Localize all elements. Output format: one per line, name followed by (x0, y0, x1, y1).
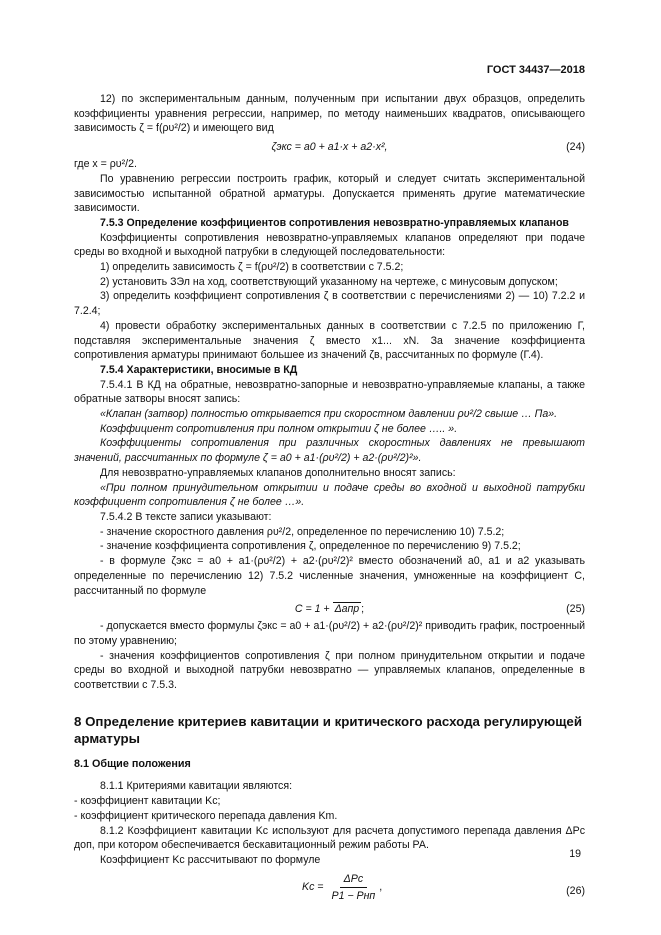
equation-number: (24) (566, 141, 585, 154)
page-number: 19 (569, 848, 581, 860)
dash-item: - в формуле ζэкс = a0 + a1·(ρυ²/2) + a2·(ρυ²/2)² вместо обозначений a0, a1 и a2 указывать определенные по перечислению 12) 7.5.2 численные значения, умноженные на коэффициент С, рассчитанный по формуле (74, 555, 585, 597)
section-heading-7-5-4: 7.5.4 Характеристики, вносимые в КД (100, 363, 298, 376)
list-item: 2) установить ЗЭл на ход, соответствующий указанному на чертеже, с минусовым допуском; (100, 275, 558, 288)
formula-lhs: Kс = (302, 881, 324, 894)
paragraph: 8.1.1 Критериями кавитации являются: (100, 780, 293, 793)
quote: «При полном принудительном открытии и подаче среды во входной и выходной патрубки коэффициент сопротивления ζ не более …». (74, 481, 585, 509)
sqrt-term: Δапр (334, 603, 360, 616)
paragraph: 12) по экспериментальным данным, полученным при испытании двух образцов, определить коэффициенты уравнения регрессии, например, по методу наименьших квадратов, описывающего зависимость ζ = f(ρυ²/2) и имеющего вид (74, 93, 585, 135)
dash-item: - коэффициент кавитации Kс; (74, 795, 221, 808)
equation-25 (74, 599, 585, 618)
dash-item: - значение скоростного давления ρυ²/2, определенное по перечислению 10) 7.5.2; (100, 525, 505, 538)
list-item: 1) определить зависимость ζ = f(ρυ²/2) в соответствии с 7.5.2; (100, 261, 404, 274)
formula-right: ; (361, 603, 365, 616)
paragraph: Для невозвратно-управляемых клапанов дополнительно вносят запись: (100, 466, 456, 479)
paragraph: где x = ρυ²/2. (74, 158, 137, 171)
page-content (74, 92, 585, 916)
dash-item: - коэффициент критического перепада давления Km. (74, 809, 338, 822)
list-item: 4) провести обработку экспериментальных данных в соответствии с 7.2.5 по приложению Г, подставляя экспериментальные значения ζ вместо x1... xN. За значение коэффициента сопротивления арматуры принимают большее из значений ζв, рассчитанных по формуле (Г.4). (74, 319, 585, 362)
fraction-formula (302, 872, 382, 904)
denominator: P1 − Pнп (331, 890, 376, 903)
formula-left: C = 1 + (294, 603, 333, 616)
paragraph: Коэффициент Kс рассчитывают по формуле (100, 853, 321, 866)
equation-number: (25) (566, 603, 585, 616)
paragraph: 7.5.4.2 В тексте записи указывают: (100, 510, 272, 523)
dash-item: - допускается вместо формулы ζэкс = a0 + a1·(ρυ²/2) + a2·(ρυ²/2)² приводить график, построенный по этому уравнению; (74, 620, 585, 647)
numerator: ΔPс (340, 872, 367, 889)
document-code-header: ГОСТ 34437—2018 (486, 64, 585, 76)
dash-item: - значения коэффициентов сопротивления ζ при полном принудительном открытии и подаче среды во входной и выходной патрубки невозвратно — управляемых клапанов, определенные в соответствии с 7.5.3. (74, 649, 585, 692)
quote: Коэффициенты сопротивления при различных скоростных давлениях не превышают значений, рассчитанных по формуле ζ = a0 + a1·(ρυ²/2) + a2·(ρυ²/2)²». (74, 437, 585, 465)
paragraph: 8.1.2 Коэффициент кавитации Kс используют для расчета допустимого перепада давления ΔPс доп, при котором обеспечивается бескавитационный режим работы РА. (74, 824, 585, 852)
dash-item: - значение коэффициента сопротивления ζ, определенное по перечислению 9) 7.5.2; (100, 540, 521, 553)
equation-24 (74, 137, 585, 156)
section-heading-8-1: 8.1 Общие положения (74, 757, 191, 770)
section-heading-7-5-3: 7.5.3 Определение коэффициентов сопротивления невозвратно-управляемых клапанов (100, 216, 569, 229)
equation-number: (26) (566, 884, 585, 897)
paragraph: Коэффициенты сопротивления невозвратно-управляемых клапанов определяют при подаче среды во входной и выходной патрубки в следующей последовательности: (74, 231, 585, 259)
formula-tail: , (379, 881, 383, 894)
quote: «Клапан (затвор) полностью открывается при скоростном давлении ρυ²/2 свыше … Па». (100, 408, 558, 421)
equation-formula: ζэкс = a0 + a1·x + a2·x², (271, 141, 388, 154)
paragraph: 7.5.4.1 В КД на обратные, невозвратно-запорные и невозвратно-управляемые клапаны, а также обратные затворы вносят запись: (74, 378, 585, 406)
paragraph: По уравнению регрессии построить график, который и следует считать экспериментальной зависимостью испытанной обратной арматуры. Допускается применять другие математические зависимости. (74, 172, 585, 215)
fraction (328, 872, 383, 904)
list-item: 3) определить коэффициент сопротивления ζ в соответствии с перечислениями 2) — 10) 7.2.2 и 7.2.4; (74, 290, 585, 318)
quote: Коэффициент сопротивления при полном открытии ζ не более ….. ». (100, 422, 458, 435)
equation-formula (74, 602, 585, 617)
equation-26 (74, 872, 585, 912)
section-heading-8: 8 Определение критериев кавитации и критического расхода регулирующей арматуры (74, 713, 583, 746)
